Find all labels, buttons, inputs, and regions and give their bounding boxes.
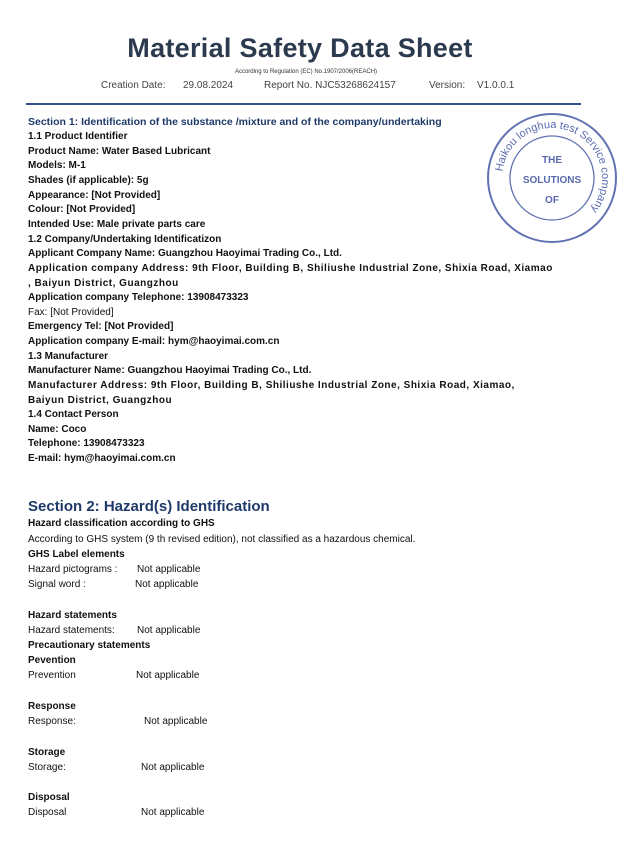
subheading: 1.3 Manufacturer: [28, 351, 109, 362]
applicant-email: Application company E-mail: hym@haoyimai.com.cn: [28, 336, 280, 347]
version-label: Version:: [429, 80, 466, 91]
disposal-label: Disposal: [28, 807, 67, 818]
svg-text:Haikou longhua test Service co: Haikou longhua test Service company: [493, 118, 612, 216]
company-stamp: [484, 106, 619, 246]
subheading: 1.2 Company/Undertaking Identificatizon: [28, 234, 222, 245]
subheading: Storage: [28, 747, 66, 758]
shades: Shades (if applicable): 5g: [28, 175, 149, 186]
section-2-title: Section 2: Hazard(s) Identification: [28, 498, 270, 515]
version-value: V1.0.0.1: [477, 80, 515, 91]
subheading: 1.4 Contact Person: [28, 409, 119, 420]
report-number: Report No. NJC53268624157: [264, 80, 396, 91]
response-label: Response:: [28, 716, 76, 727]
creation-date: 29.08.2024: [183, 80, 234, 91]
prevention-label: Prevention: [28, 670, 76, 681]
subheading: Precautionary statements: [28, 640, 151, 651]
signal-value: Not applicable: [135, 579, 199, 590]
manufacturer-address-cont: Baiyun District, Guangzhou: [28, 395, 173, 406]
colour: Colour: [Not Provided]: [28, 204, 136, 215]
pictograms-value: Not applicable: [137, 564, 201, 575]
subheading: Hazard statements: [28, 610, 117, 621]
applicant-address-cont: , Baiyun District, Guangzhou: [28, 278, 179, 289]
manufacturer-name: Manufacturer Name: Guangzhou Haoyimai Trading Co., Ltd.: [28, 365, 312, 376]
product-name: Product Name: Water Based Lubricant: [28, 146, 211, 157]
storage-value: Not applicable: [141, 762, 205, 773]
manufacturer-address: Manufacturer Address: 9th Floor, Building B, Shiliushe Industrial Zone, Shixia Road, Xiamao,: [28, 380, 515, 391]
svg-text:OF: OF: [545, 195, 559, 206]
subheading: Response: [28, 701, 76, 712]
contact-email: E-mail: hym@haoyimai.com.cn: [28, 453, 176, 464]
appearance: Appearance: [Not Provided]: [28, 190, 161, 201]
hazard-statements-value: Not applicable: [137, 625, 201, 636]
document-title: Material Safety Data Sheet: [127, 33, 473, 63]
intended-use: Intended Use: Male private parts care: [28, 219, 206, 230]
applicant-name: Applicant Company Name: Guangzhou Haoyimai Trading Co., Ltd.: [28, 248, 342, 259]
subheading: Hazard classification according to GHS: [28, 518, 215, 529]
storage-label: Storage:: [28, 762, 66, 773]
svg-text:SOLUTIONS: SOLUTIONS: [522, 175, 582, 186]
disposal-value: Not applicable: [141, 807, 205, 818]
subheading: GHS Label elements: [28, 549, 125, 560]
contact-telephone: Telephone: 13908473323: [28, 438, 145, 449]
subheading: 1.1 Product Identifier: [28, 131, 128, 142]
regulation-note: According to Regulation (EC) No.1907/2006(REACH): [234, 69, 378, 75]
section-1-title: Section 1: Identification of the substance /mixture and of the company/undertaking: [28, 116, 442, 128]
prevention-value: Not applicable: [136, 670, 200, 681]
subheading: Disposal: [28, 792, 70, 803]
models: Models: M-1: [28, 160, 86, 171]
applicant-address: Application company Address: 9th Floor, Building B, Shiliushe Industrial Zone, Shixia Road, Xiamao: [28, 263, 553, 274]
creation-label: Creation Date:: [101, 80, 166, 91]
contact-name: Name: Coco: [28, 424, 87, 435]
pictograms-label: Hazard pictograms :: [28, 564, 118, 575]
header-divider: [26, 103, 581, 105]
signal-label: Signal word :: [28, 579, 86, 590]
applicant-telephone: Application company Telephone: 13908473323: [28, 292, 249, 303]
emergency-tel: Emergency Tel: [Not Provided]: [28, 321, 174, 332]
svg-text:THE: THE: [542, 155, 562, 166]
subheading: Pevention: [28, 655, 76, 666]
hazard-statements-label: Hazard statements:: [28, 625, 115, 636]
ghs-text: According to GHS system (9 th revised edition), not classified as a hazardous chemical.: [28, 534, 416, 545]
response-value: Not applicable: [144, 716, 208, 727]
fax: Fax: [Not Provided]: [28, 307, 114, 318]
